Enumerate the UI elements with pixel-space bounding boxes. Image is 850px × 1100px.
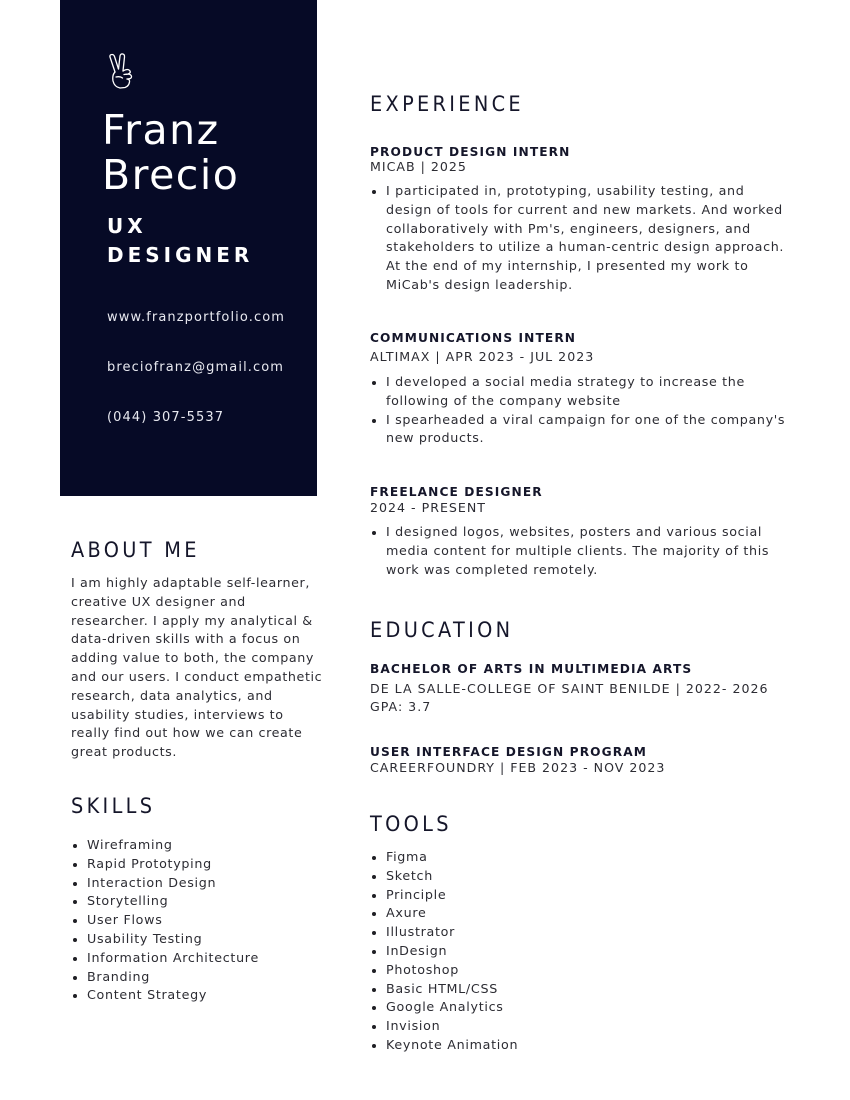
job-role	[107, 212, 253, 270]
degree-meta: DE LA SALLE-COLLEGE OF SAINT BENILDE | 2022- 2026	[370, 681, 769, 696]
skill-item: Rapid Prototyping	[71, 855, 259, 874]
tool-item: Figma	[370, 848, 518, 867]
job-bullets	[370, 182, 790, 295]
job-bullets	[370, 373, 790, 448]
role-line-2: DESIGNER	[107, 243, 254, 267]
program-title: USER INTERFACE DESIGN PROGRAM	[370, 745, 647, 759]
job-bullets	[370, 523, 790, 579]
tool-item: Sketch	[370, 867, 518, 886]
tool-item: Principle	[370, 886, 518, 905]
job-bullet: I designed logos, websites, posters and various social media content for multiple clients. The majority of this work was completed remotely.	[370, 523, 790, 579]
job-title: COMMUNICATIONS INTERN	[370, 331, 577, 345]
skill-item: Wireframing	[71, 836, 259, 855]
tool-item: Google Analytics	[370, 998, 518, 1017]
tool-item: Illustrator	[370, 923, 518, 942]
tools-list	[370, 848, 518, 1055]
tool-item: Axure	[370, 904, 518, 923]
gpa: GPA: 3.7	[370, 699, 432, 714]
skill-item: Interaction Design	[71, 874, 259, 893]
tool-item: Invision	[370, 1017, 518, 1036]
email-link[interactable]: breciofranz@gmail.com	[107, 360, 285, 375]
job-meta: ALTIMAX | APR 2023 - JUL 2023	[370, 349, 595, 364]
role-line-1: UX	[107, 214, 147, 238]
job-bullet: I participated in, prototyping, usability testing, and design of tools for current and new markets. And worked collaboratively with Pm's, engineers, designers, and stakeholders to utilize a human-centric design approach. At the end of my internship, I presented my work to MiCab's design leadership.	[370, 182, 790, 295]
skill-item: Information Architecture	[71, 949, 259, 968]
candidate-name	[102, 108, 239, 198]
experience-heading: EXPERIENCE	[370, 92, 524, 116]
job-meta: MICAB | 2025	[370, 159, 467, 174]
about-text: I am highly adaptable self-learner, creative UX designer and researcher. I apply my analytical & data-driven skills with a focus on adding value to both, the company and our users. I conduct empathetic research, data analytics, and usability studies, interviews to really find out how we can create great products.	[71, 575, 323, 760]
job-title: PRODUCT DESIGN INTERN	[370, 145, 571, 159]
first-name: Franz	[102, 106, 220, 154]
degree-title: BACHELOR OF ARTS IN MULTIMEDIA ARTS	[370, 662, 693, 676]
tool-item: Keynote Animation	[370, 1036, 518, 1055]
tool-item: Basic HTML/CSS	[370, 980, 518, 999]
job-bullet: I spearheaded a viral campaign for one of the company's new products.	[370, 411, 790, 449]
tools-heading: TOOLS	[370, 812, 452, 836]
job-meta: 2024 - PRESENT	[370, 500, 486, 515]
skill-item: Usability Testing	[71, 930, 259, 949]
education-heading: EDUCATION	[370, 618, 514, 642]
phone-number[interactable]: (044) 307-5537	[107, 410, 225, 425]
skills-heading: SKILLS	[71, 794, 156, 818]
profile-sidebar	[60, 0, 317, 496]
program-meta: CAREERFOUNDRY | FEB 2023 - NOV 2023	[370, 760, 666, 775]
skill-item: User Flows	[71, 911, 259, 930]
peace-hand-icon	[106, 52, 136, 92]
skill-item: Content Strategy	[71, 986, 259, 1005]
about-heading: ABOUT ME	[71, 538, 200, 562]
job-bullet: I developed a social media strategy to increase the following of the company website	[370, 373, 790, 411]
skills-list	[71, 836, 259, 1005]
website-link[interactable]: www.franzportfolio.com	[107, 310, 286, 325]
tool-item: InDesign	[370, 942, 518, 961]
last-name: Brecio	[102, 151, 240, 199]
skill-item: Storytelling	[71, 892, 259, 911]
skill-item: Branding	[71, 968, 259, 987]
tool-item: Photoshop	[370, 961, 518, 980]
job-title: FREELANCE DESIGNER	[370, 485, 543, 499]
